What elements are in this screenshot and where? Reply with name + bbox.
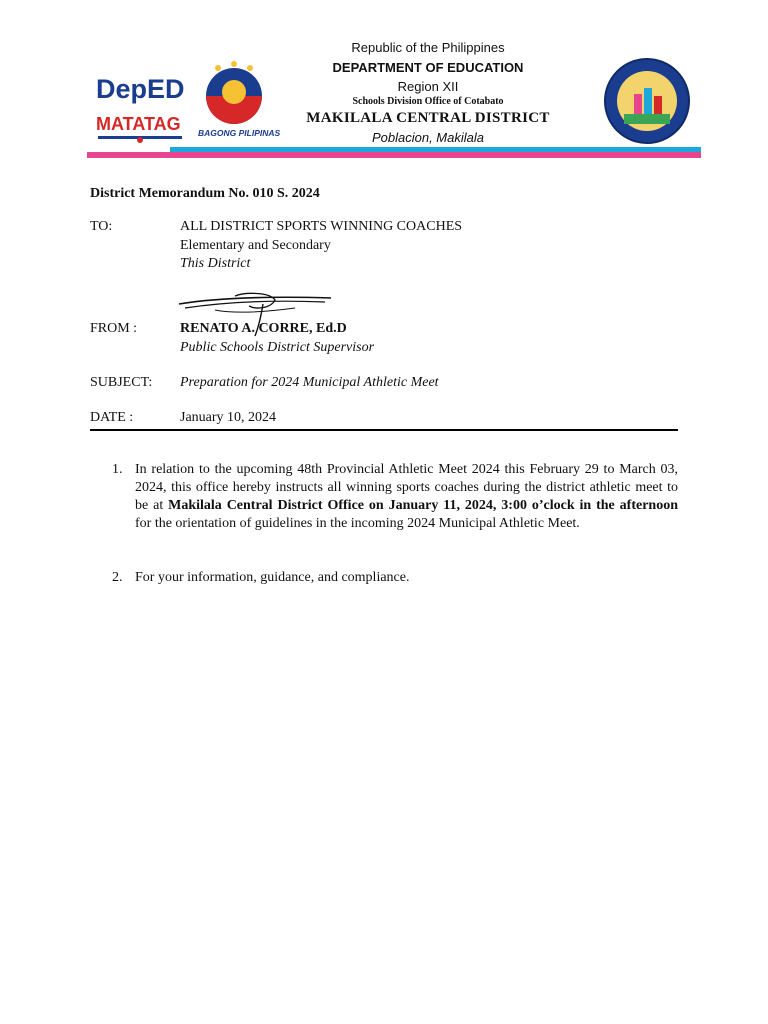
paragraph-1-text-a: In relation to the upcoming 48th Provincial Athletic Meet 2024 this February 29 to March 03, 2024, this office hereby instructs all winning sports coaches during the district athletic meet to be at bbox=[135, 462, 678, 513]
paragraph-1-number: 1. bbox=[112, 462, 123, 477]
republic-line: Republic of the Philippines bbox=[351, 40, 505, 55]
deped-logo-text: DepED bbox=[96, 74, 185, 104]
deped-matatag-logo bbox=[94, 64, 188, 148]
letterhead bbox=[0, 0, 768, 165]
paragraph-1-emphasis: Makilala Central District Office on January 11, 2024, 3:00 o’clock in the afternoon bbox=[168, 498, 678, 513]
paragraph-2-number: 2. bbox=[112, 570, 123, 585]
matatag-logo-text: MATATAG bbox=[96, 114, 181, 134]
paragraph-1-text bbox=[135, 461, 678, 533]
bagong-pilipinas-logo bbox=[196, 56, 288, 140]
header-pink-stripe bbox=[87, 152, 701, 158]
paragraph-2-text: For your information, guidance, and compliance. bbox=[135, 570, 410, 585]
paragraph-1-text-b: for the orientation of guidelines in the incoming 2024 Municipal Athletic Meet. bbox=[135, 516, 580, 531]
memo-number: District Memorandum No. 010 S. 2024 bbox=[90, 186, 320, 201]
to-recipients: ALL DISTRICT SPORTS WINNING COACHES bbox=[180, 219, 463, 234]
paragraph-2 bbox=[90, 569, 678, 589]
date-label: DATE : bbox=[90, 410, 134, 425]
subject-label: SUBJECT: bbox=[90, 375, 153, 390]
from-label: FROM : bbox=[90, 321, 138, 336]
paragraph-1 bbox=[90, 461, 678, 541]
district-line: MAKILALA CENTRAL DISTRICT bbox=[306, 110, 550, 126]
bagong-pilipinas-text: BAGONG PILIPINAS bbox=[198, 128, 281, 138]
to-label: TO: bbox=[90, 219, 113, 234]
from-title: Public Schools District Supervisor bbox=[180, 340, 375, 355]
district-seal bbox=[604, 58, 690, 144]
to-level: Elementary and Secondary bbox=[180, 238, 331, 253]
address-line: Poblacion, Makilala bbox=[371, 130, 484, 145]
to-scope: This District bbox=[180, 256, 251, 271]
division-line: Schools Division Office of Cotabato bbox=[352, 96, 504, 107]
subject-value: Preparation for 2024 Municipal Athletic Meet bbox=[180, 375, 439, 390]
date-value: January 10, 2024 bbox=[180, 410, 277, 425]
header-divider bbox=[90, 429, 678, 431]
region-line: Region XII bbox=[397, 79, 459, 94]
from-name: RENATO A. CORRE, Ed.D bbox=[180, 321, 347, 336]
department-line: DEPARTMENT OF EDUCATION bbox=[332, 60, 524, 75]
